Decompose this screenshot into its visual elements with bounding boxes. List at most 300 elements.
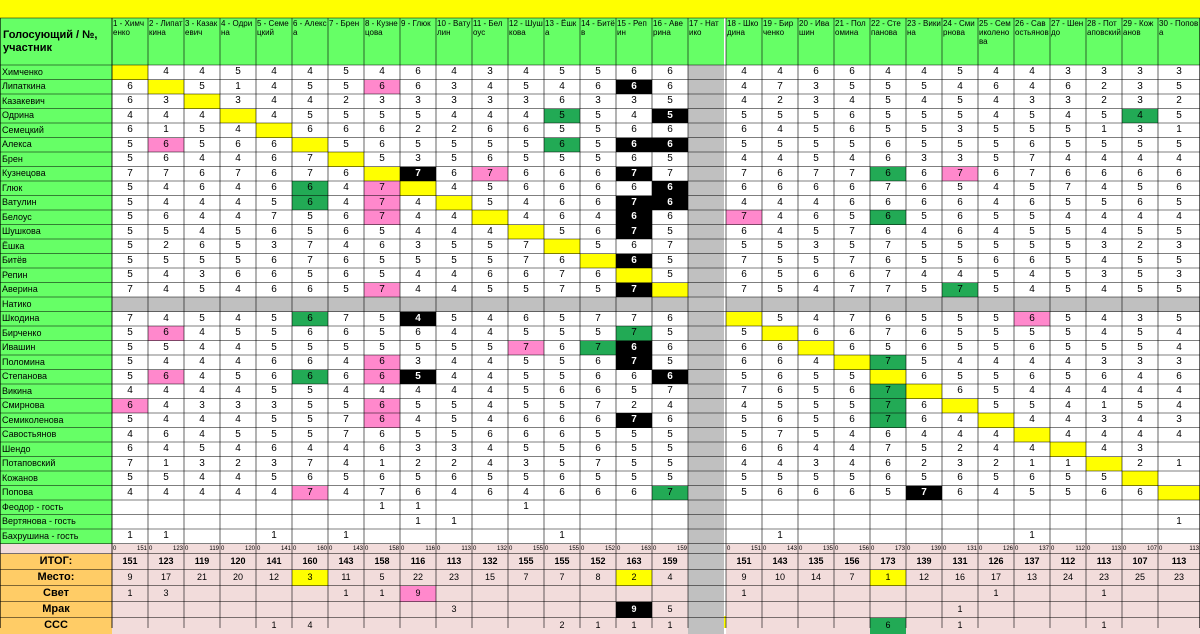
score-cell[interactable]: 5 bbox=[595, 124, 601, 136]
score-cell[interactable]: 4 bbox=[595, 211, 601, 223]
score-cell[interactable]: 5 bbox=[667, 472, 673, 484]
score-cell[interactable]: 4 bbox=[163, 66, 169, 78]
score-cell[interactable]: 3 bbox=[921, 153, 927, 165]
score-cell[interactable]: 6 bbox=[595, 356, 601, 368]
score-cell[interactable]: 5 bbox=[559, 66, 565, 78]
score-cell[interactable]: 6 bbox=[1029, 196, 1035, 208]
score-cell[interactable]: 4 bbox=[451, 385, 457, 397]
score-cell[interactable]: 5 bbox=[595, 138, 601, 150]
score-cell[interactable]: 7 bbox=[1029, 153, 1035, 165]
score-cell[interactable]: 7 bbox=[777, 80, 783, 92]
score-cell[interactable] bbox=[1122, 471, 1158, 486]
score-cell[interactable]: 3 bbox=[415, 240, 421, 252]
score-cell[interactable]: 2 bbox=[1176, 95, 1182, 107]
score-cell[interactable]: 6 bbox=[777, 443, 783, 455]
score-cell[interactable]: 6 bbox=[271, 167, 277, 179]
score-cell[interactable] bbox=[1158, 500, 1200, 515]
score-cell[interactable]: 5 bbox=[813, 109, 819, 121]
score-cell[interactable]: 7 bbox=[364, 181, 400, 196]
score-cell[interactable]: 4 bbox=[487, 414, 493, 426]
score-cell[interactable]: 6 bbox=[849, 196, 855, 208]
column-header[interactable]: 17 - Натико bbox=[688, 18, 724, 65]
score-cell[interactable] bbox=[472, 529, 508, 544]
score-cell[interactable]: 6 bbox=[849, 109, 855, 121]
score-cell[interactable]: 5 bbox=[307, 414, 313, 426]
score-cell[interactable] bbox=[688, 138, 724, 153]
score-cell[interactable] bbox=[906, 384, 942, 399]
score-cell[interactable]: 7 bbox=[870, 355, 906, 370]
score-cell[interactable]: 6 bbox=[885, 138, 891, 150]
score-cell[interactable]: 5 bbox=[307, 341, 313, 353]
score-cell[interactable]: 3 bbox=[1137, 312, 1143, 324]
score-cell[interactable]: 4 bbox=[235, 283, 241, 295]
score-cell[interactable]: 6 bbox=[523, 414, 529, 426]
score-cell[interactable]: 6 bbox=[616, 341, 652, 356]
score-cell[interactable]: 1 bbox=[1065, 457, 1071, 469]
score-cell[interactable]: 6 bbox=[523, 124, 529, 136]
score-cell[interactable] bbox=[580, 297, 616, 312]
score-cell[interactable]: 5 bbox=[1101, 138, 1107, 150]
score-cell[interactable]: 5 bbox=[631, 472, 637, 484]
score-cell[interactable]: 5 bbox=[235, 327, 241, 339]
score-cell[interactable]: 5 bbox=[1137, 182, 1143, 194]
score-cell[interactable]: 6 bbox=[148, 326, 184, 341]
score-cell[interactable]: 5 bbox=[813, 225, 819, 237]
score-cell[interactable]: 4 bbox=[307, 66, 313, 78]
score-cell[interactable]: 4 bbox=[849, 457, 855, 469]
score-cell[interactable]: 3 bbox=[487, 66, 493, 78]
score-cell[interactable]: 7 bbox=[741, 385, 747, 397]
score-cell[interactable]: 4 bbox=[957, 80, 963, 92]
score-cell[interactable]: 4 bbox=[163, 109, 169, 121]
score-cell[interactable]: 5 bbox=[1029, 124, 1035, 136]
score-cell[interactable]: 4 bbox=[199, 385, 205, 397]
score-cell[interactable]: 5 bbox=[199, 138, 205, 150]
score-cell[interactable]: 2 bbox=[1137, 240, 1143, 252]
score-cell[interactable]: 5 bbox=[1065, 124, 1071, 136]
score-cell[interactable]: 5 bbox=[307, 109, 313, 121]
column-header[interactable]: 14 - Битёв bbox=[580, 18, 616, 65]
score-cell[interactable]: 6 bbox=[777, 182, 783, 194]
score-cell[interactable]: 5 bbox=[993, 370, 999, 382]
score-cell[interactable] bbox=[1050, 500, 1086, 515]
score-cell[interactable]: 5 bbox=[379, 109, 385, 121]
score-cell[interactable]: 6 bbox=[559, 167, 565, 179]
score-cell[interactable]: 7 bbox=[292, 486, 328, 501]
score-cell[interactable]: 6 bbox=[559, 95, 565, 107]
score-cell[interactable]: 5 bbox=[523, 283, 529, 295]
score-cell[interactable]: 3 bbox=[415, 443, 421, 455]
score-cell[interactable]: 6 bbox=[271, 269, 277, 281]
score-cell[interactable]: 4 bbox=[271, 80, 277, 92]
score-cell[interactable]: 6 bbox=[741, 356, 747, 368]
score-cell[interactable]: 7 bbox=[741, 167, 747, 179]
score-cell[interactable]: 5 bbox=[1065, 327, 1071, 339]
score-cell[interactable] bbox=[798, 515, 834, 530]
score-cell[interactable]: 6 bbox=[631, 240, 637, 252]
score-cell[interactable] bbox=[688, 355, 724, 370]
score-cell[interactable]: 5 bbox=[1176, 254, 1182, 266]
score-cell[interactable]: 6 bbox=[849, 327, 855, 339]
score-cell[interactable] bbox=[688, 442, 724, 457]
score-cell[interactable]: 6 bbox=[885, 153, 891, 165]
score-cell[interactable]: 6 bbox=[1137, 486, 1143, 498]
score-cell[interactable]: 5 bbox=[777, 109, 783, 121]
score-cell[interactable]: 4 bbox=[199, 356, 205, 368]
score-cell[interactable]: 4 bbox=[993, 428, 999, 440]
score-cell[interactable]: 6 bbox=[631, 370, 637, 382]
score-cell[interactable]: 4 bbox=[667, 399, 673, 411]
score-cell[interactable]: 5 bbox=[993, 153, 999, 165]
score-cell[interactable] bbox=[1122, 515, 1158, 530]
score-cell[interactable]: 4 bbox=[343, 240, 349, 252]
score-cell[interactable]: 5 bbox=[667, 356, 673, 368]
score-cell[interactable] bbox=[544, 500, 580, 515]
score-cell[interactable]: 5 bbox=[415, 254, 421, 266]
score-cell[interactable]: 4 bbox=[1101, 182, 1107, 194]
score-cell[interactable]: 6 bbox=[1029, 254, 1035, 266]
score-cell[interactable]: 6 bbox=[1101, 486, 1107, 498]
score-cell[interactable]: 5 bbox=[307, 428, 313, 440]
score-cell[interactable]: 6 bbox=[271, 153, 277, 165]
score-cell[interactable] bbox=[688, 239, 724, 254]
score-cell[interactable]: 5 bbox=[957, 341, 963, 353]
score-cell[interactable]: 2 bbox=[1101, 80, 1107, 92]
score-cell[interactable]: 6 bbox=[813, 66, 819, 78]
score-cell[interactable]: 4 bbox=[1176, 341, 1182, 353]
score-cell[interactable] bbox=[220, 109, 256, 124]
score-cell[interactable] bbox=[906, 297, 942, 312]
score-cell[interactable]: 7 bbox=[906, 486, 942, 501]
score-cell[interactable]: 2 bbox=[163, 240, 169, 252]
score-cell[interactable]: 4 bbox=[1137, 153, 1143, 165]
score-cell[interactable] bbox=[726, 312, 762, 327]
score-cell[interactable] bbox=[220, 297, 256, 312]
score-cell[interactable]: 5 bbox=[813, 138, 819, 150]
score-cell[interactable]: 5 bbox=[921, 283, 927, 295]
score-cell[interactable] bbox=[148, 297, 184, 312]
score-cell[interactable] bbox=[1086, 515, 1122, 530]
score-cell[interactable]: 6 bbox=[777, 414, 783, 426]
score-cell[interactable]: 5 bbox=[631, 457, 637, 469]
score-cell[interactable]: 6 bbox=[1029, 138, 1035, 150]
score-cell[interactable]: 4 bbox=[1137, 414, 1143, 426]
score-cell[interactable]: 1 bbox=[1176, 457, 1182, 469]
score-cell[interactable]: 7 bbox=[307, 457, 313, 469]
score-cell[interactable]: 6 bbox=[616, 138, 652, 153]
score-cell[interactable]: 5 bbox=[595, 327, 601, 339]
score-cell[interactable]: 4 bbox=[235, 414, 241, 426]
score-cell[interactable]: 6 bbox=[921, 414, 927, 426]
score-cell[interactable]: 5 bbox=[1137, 138, 1143, 150]
score-cell[interactable]: 4 bbox=[777, 66, 783, 78]
score-cell[interactable]: 6 bbox=[487, 486, 493, 498]
score-cell[interactable]: 6 bbox=[849, 341, 855, 353]
score-cell[interactable] bbox=[616, 500, 652, 515]
score-cell[interactable]: 6 bbox=[1176, 370, 1182, 382]
score-cell[interactable]: 6 bbox=[777, 370, 783, 382]
score-cell[interactable]: 3 bbox=[451, 80, 457, 92]
score-cell[interactable]: 1 bbox=[1029, 457, 1035, 469]
score-cell[interactable]: 5 bbox=[993, 283, 999, 295]
score-cell[interactable]: 5 bbox=[667, 269, 673, 281]
score-cell[interactable]: 5 bbox=[1137, 254, 1143, 266]
score-cell[interactable]: 4 bbox=[1101, 327, 1107, 339]
score-cell[interactable]: 6 bbox=[1029, 472, 1035, 484]
score-cell[interactable]: 4 bbox=[523, 109, 529, 121]
score-cell[interactable]: 5 bbox=[451, 153, 457, 165]
score-cell[interactable]: 6 bbox=[595, 182, 601, 194]
score-cell[interactable]: 4 bbox=[957, 414, 963, 426]
score-cell[interactable]: 4 bbox=[1029, 66, 1035, 78]
score-cell[interactable]: 5 bbox=[741, 240, 747, 252]
score-cell[interactable]: 5 bbox=[1176, 80, 1182, 92]
score-cell[interactable]: 6 bbox=[364, 413, 400, 428]
score-cell[interactable]: 3 bbox=[1176, 356, 1182, 368]
score-cell[interactable]: 4 bbox=[343, 356, 349, 368]
score-cell[interactable] bbox=[942, 399, 978, 414]
score-cell[interactable] bbox=[688, 225, 724, 240]
score-cell[interactable]: 2 bbox=[957, 443, 963, 455]
column-header[interactable]: 3 - Казакевич bbox=[184, 18, 220, 65]
column-header[interactable]: 8 - Кузнецова bbox=[364, 18, 400, 65]
score-cell[interactable]: 6 bbox=[163, 211, 169, 223]
score-cell[interactable]: 4 bbox=[415, 196, 421, 208]
score-cell[interactable] bbox=[508, 225, 544, 240]
score-cell[interactable]: 5 bbox=[451, 312, 457, 324]
score-cell[interactable]: 6 bbox=[849, 182, 855, 194]
score-cell[interactable]: 7 bbox=[616, 196, 652, 211]
score-cell[interactable]: 5 bbox=[271, 472, 277, 484]
score-cell[interactable]: 5 bbox=[559, 370, 565, 382]
score-cell[interactable]: 1 bbox=[379, 457, 385, 469]
score-cell[interactable]: 3 bbox=[199, 269, 205, 281]
score-cell[interactable]: 7 bbox=[343, 414, 349, 426]
score-cell[interactable]: 7 bbox=[870, 384, 906, 399]
score-cell[interactable]: 5 bbox=[741, 472, 747, 484]
score-cell[interactable] bbox=[508, 297, 544, 312]
score-cell[interactable]: 6 bbox=[595, 269, 601, 281]
score-cell[interactable]: 4 bbox=[849, 443, 855, 455]
score-cell[interactable]: 3 bbox=[451, 443, 457, 455]
score-cell[interactable]: 6 bbox=[364, 399, 400, 414]
score-cell[interactable]: 6 bbox=[307, 472, 313, 484]
score-cell[interactable]: 4 bbox=[487, 225, 493, 237]
score-cell[interactable]: 5 bbox=[741, 327, 747, 339]
score-cell[interactable]: 4 bbox=[343, 385, 349, 397]
score-cell[interactable]: 6 bbox=[379, 428, 385, 440]
score-cell[interactable]: 4 bbox=[741, 196, 747, 208]
score-cell[interactable]: 6 bbox=[631, 486, 637, 498]
score-cell[interactable] bbox=[1014, 500, 1050, 515]
score-cell[interactable]: 5 bbox=[379, 153, 385, 165]
score-cell[interactable]: 4 bbox=[271, 66, 277, 78]
score-cell[interactable]: 6 bbox=[870, 167, 906, 182]
column-header[interactable]: 2 - Липаткина bbox=[148, 18, 184, 65]
score-cell[interactable] bbox=[978, 297, 1014, 312]
score-cell[interactable]: 5 bbox=[544, 109, 580, 124]
column-header[interactable]: 4 - Одрина bbox=[220, 18, 256, 65]
score-cell[interactable]: 3 bbox=[199, 457, 205, 469]
score-cell[interactable]: 5 bbox=[1137, 283, 1143, 295]
score-cell[interactable]: 5 bbox=[921, 124, 927, 136]
score-cell[interactable]: 6 bbox=[595, 486, 601, 498]
score-cell[interactable]: 3 bbox=[271, 399, 277, 411]
score-cell[interactable]: 6 bbox=[777, 486, 783, 498]
score-cell[interactable]: 6 bbox=[957, 196, 963, 208]
score-cell[interactable]: 7 bbox=[616, 413, 652, 428]
score-cell[interactable]: 5 bbox=[523, 385, 529, 397]
score-cell[interactable]: 4 bbox=[813, 356, 819, 368]
score-cell[interactable]: 6 bbox=[343, 124, 349, 136]
score-cell[interactable] bbox=[688, 370, 724, 385]
score-cell[interactable]: 7 bbox=[559, 283, 565, 295]
score-cell[interactable]: 4 bbox=[199, 196, 205, 208]
score-cell[interactable]: 5 bbox=[595, 153, 601, 165]
score-cell[interactable] bbox=[292, 297, 328, 312]
score-cell[interactable]: 6 bbox=[741, 124, 747, 136]
score-cell[interactable]: 4 bbox=[199, 66, 205, 78]
score-cell[interactable]: 4 bbox=[451, 486, 457, 498]
score-cell[interactable]: 5 bbox=[127, 240, 133, 252]
score-cell[interactable]: 6 bbox=[921, 341, 927, 353]
score-cell[interactable]: 5 bbox=[127, 153, 133, 165]
score-cell[interactable]: 4 bbox=[235, 153, 241, 165]
score-cell[interactable]: 4 bbox=[523, 486, 529, 498]
score-cell[interactable]: 7 bbox=[616, 326, 652, 341]
score-cell[interactable]: 2 bbox=[343, 95, 349, 107]
score-cell[interactable] bbox=[364, 297, 400, 312]
score-cell[interactable]: 4 bbox=[993, 66, 999, 78]
score-cell[interactable]: 5 bbox=[487, 341, 493, 353]
score-cell[interactable]: 6 bbox=[885, 312, 891, 324]
score-cell[interactable]: 4 bbox=[127, 428, 133, 440]
score-cell[interactable]: 5 bbox=[777, 269, 783, 281]
score-cell[interactable]: 6 bbox=[870, 210, 906, 225]
score-cell[interactable]: 6 bbox=[307, 327, 313, 339]
score-cell[interactable] bbox=[870, 500, 906, 515]
score-cell[interactable]: 6 bbox=[813, 182, 819, 194]
score-cell[interactable]: 4 bbox=[921, 95, 927, 107]
score-cell[interactable]: 2 bbox=[1137, 457, 1143, 469]
score-cell[interactable]: 5 bbox=[595, 240, 601, 252]
score-cell[interactable]: 7 bbox=[163, 167, 169, 179]
score-cell[interactable]: 5 bbox=[235, 428, 241, 440]
score-cell[interactable]: 6 bbox=[364, 355, 400, 370]
score-cell[interactable]: 5 bbox=[559, 356, 565, 368]
score-cell[interactable]: 3 bbox=[1176, 414, 1182, 426]
score-cell[interactable]: 3 bbox=[523, 95, 529, 107]
score-cell[interactable]: 6 bbox=[127, 124, 133, 136]
score-cell[interactable]: 5 bbox=[993, 385, 999, 397]
score-cell[interactable]: 3 bbox=[957, 457, 963, 469]
score-cell[interactable]: 5 bbox=[523, 370, 529, 382]
score-cell[interactable]: 4 bbox=[163, 385, 169, 397]
score-cell[interactable]: 4 bbox=[415, 283, 421, 295]
score-cell[interactable]: 4 bbox=[885, 66, 891, 78]
score-cell[interactable]: 6 bbox=[616, 80, 652, 95]
score-cell[interactable] bbox=[580, 529, 616, 544]
score-cell[interactable]: 6 bbox=[667, 312, 673, 324]
column-header[interactable]: 25 - Семиколенова bbox=[978, 18, 1014, 65]
score-cell[interactable]: 6 bbox=[451, 472, 457, 484]
score-cell[interactable] bbox=[616, 297, 652, 312]
score-cell[interactable]: 6 bbox=[957, 486, 963, 498]
score-cell[interactable]: 7 bbox=[667, 240, 673, 252]
score-cell[interactable]: 5 bbox=[487, 196, 493, 208]
score-cell[interactable] bbox=[148, 515, 184, 530]
score-cell[interactable]: 5 bbox=[921, 138, 927, 150]
score-cell[interactable]: 5 bbox=[921, 472, 927, 484]
score-cell[interactable]: 1 bbox=[163, 124, 169, 136]
score-cell[interactable] bbox=[652, 297, 688, 312]
score-cell[interactable]: 5 bbox=[487, 138, 493, 150]
score-cell[interactable]: 7 bbox=[1029, 167, 1035, 179]
score-cell[interactable] bbox=[688, 123, 724, 138]
score-cell[interactable] bbox=[220, 500, 256, 515]
column-header[interactable]: 10 - Ватулин bbox=[436, 18, 472, 65]
score-cell[interactable]: 7 bbox=[235, 167, 241, 179]
score-cell[interactable] bbox=[688, 167, 724, 182]
score-cell[interactable]: 5 bbox=[271, 414, 277, 426]
score-cell[interactable]: 6 bbox=[741, 225, 747, 237]
score-cell[interactable]: 5 bbox=[235, 240, 241, 252]
score-cell[interactable]: 5 bbox=[487, 254, 493, 266]
score-cell[interactable]: 4 bbox=[921, 66, 927, 78]
score-cell[interactable]: 5 bbox=[415, 472, 421, 484]
score-cell[interactable] bbox=[834, 355, 870, 370]
score-cell[interactable]: 5 bbox=[741, 414, 747, 426]
score-cell[interactable]: 7 bbox=[849, 283, 855, 295]
score-cell[interactable]: 5 bbox=[487, 472, 493, 484]
score-cell[interactable] bbox=[112, 297, 148, 312]
score-cell[interactable]: 4 bbox=[199, 370, 205, 382]
score-cell[interactable]: 4 bbox=[1176, 327, 1182, 339]
score-cell[interactable]: 6 bbox=[667, 66, 673, 78]
score-cell[interactable]: 3 bbox=[1101, 269, 1107, 281]
score-cell[interactable]: 5 bbox=[559, 457, 565, 469]
score-cell[interactable]: 5 bbox=[559, 312, 565, 324]
score-cell[interactable] bbox=[870, 297, 906, 312]
score-cell[interactable]: 6 bbox=[559, 341, 565, 353]
score-cell[interactable]: 6 bbox=[885, 225, 891, 237]
score-cell[interactable]: 5 bbox=[813, 414, 819, 426]
score-cell[interactable]: 1 bbox=[1101, 124, 1107, 136]
score-cell[interactable]: 5 bbox=[957, 370, 963, 382]
score-cell[interactable]: 6 bbox=[921, 399, 927, 411]
score-cell[interactable]: 4 bbox=[1065, 414, 1071, 426]
score-cell[interactable]: 5 bbox=[741, 370, 747, 382]
score-cell[interactable]: 6 bbox=[271, 182, 277, 194]
score-cell[interactable]: 3 bbox=[1137, 356, 1143, 368]
score-cell[interactable]: 5 bbox=[487, 182, 493, 194]
score-cell[interactable]: 4 bbox=[451, 269, 457, 281]
score-cell[interactable]: 4 bbox=[451, 182, 457, 194]
score-cell[interactable]: 3 bbox=[1137, 95, 1143, 107]
score-cell[interactable]: 5 bbox=[523, 443, 529, 455]
score-cell[interactable]: 4 bbox=[127, 385, 133, 397]
score-cell[interactable]: 6 bbox=[307, 283, 313, 295]
score-cell[interactable]: 6 bbox=[271, 138, 277, 150]
score-cell[interactable] bbox=[762, 515, 798, 530]
score-cell[interactable]: 4 bbox=[451, 211, 457, 223]
score-cell[interactable]: 5 bbox=[343, 399, 349, 411]
score-cell[interactable]: 5 bbox=[379, 312, 385, 324]
column-header[interactable]: 26 - Савостьянов bbox=[1014, 18, 1050, 65]
score-cell[interactable]: 5 bbox=[741, 428, 747, 440]
score-cell[interactable]: 5 bbox=[523, 399, 529, 411]
score-cell[interactable]: 7 bbox=[885, 283, 891, 295]
